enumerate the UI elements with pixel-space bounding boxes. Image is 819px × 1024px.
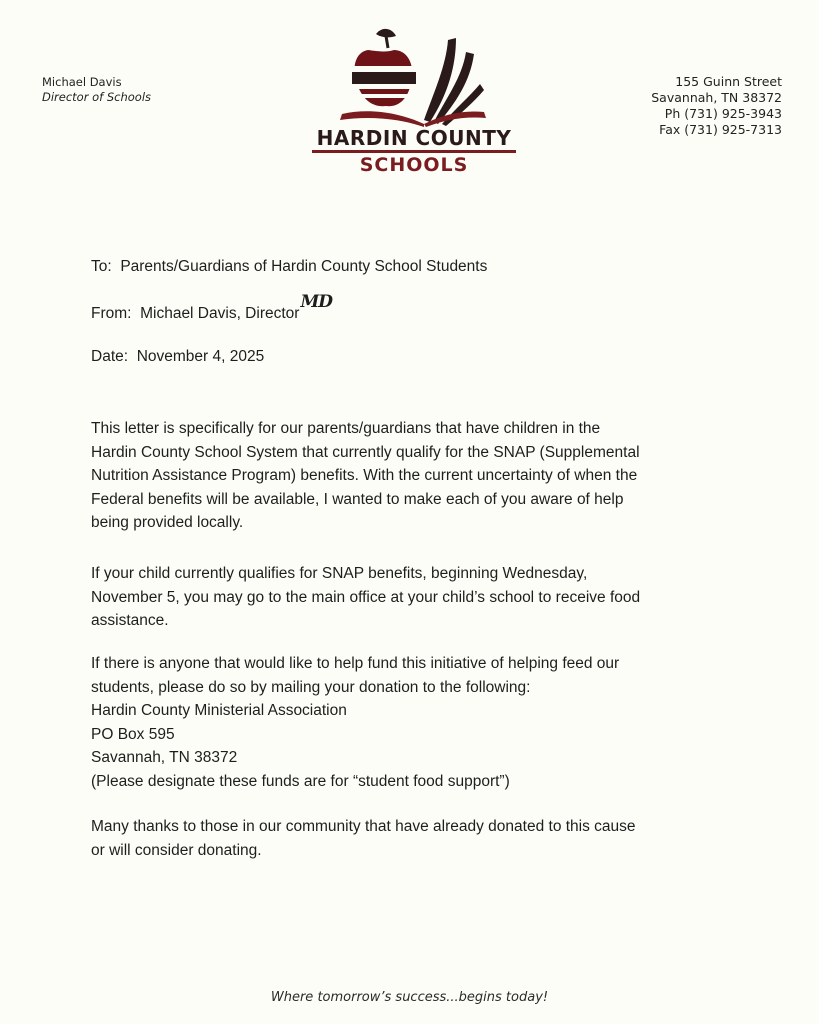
memo-date-value: November 4, 2025 [136,348,265,365]
address-city: Savannah, TN 38372 [651,90,782,105]
text-line: If your child currently qualifies for SNAP benefits, beginning Wednesday, [91,565,588,582]
apple-book-icon [338,22,488,127]
address-street: 155 Guinn Street [675,74,782,89]
text-line: November 5, you may go to the main office at your child’s school to receive food [91,588,641,606]
memo-to-label: To: [91,258,112,275]
donation-po-box: PO Box 595 [91,725,175,743]
text-line: Hardin County School System that currently qualify for the SNAP (Supplemental [91,443,640,461]
memo-date [91,348,264,366]
memo-from [91,292,333,323]
memo-from-value: Michael Davis, Director [140,305,300,322]
sender-block [42,75,151,105]
memo-to-value: Parents/Guardians of Hardin County School Students [120,258,488,275]
sender-name: Michael Davis [42,75,122,89]
text-line: Many thanks to those in our community that have already donated to this cause [91,818,636,835]
memo-to [91,258,487,276]
paragraph-donation [91,652,751,793]
text-line: being provided locally. [91,514,244,531]
donation-city: Savannah, TN 38372 [91,749,238,766]
school-logo [306,14,522,174]
donation-note: (Please designate these funds are for “student food support”) [91,772,510,790]
text-line: Nutrition Assistance Program) benefits. With the current uncertainty of when the [91,467,638,484]
address-block [651,74,782,138]
memo-date-label: Date: [91,348,129,365]
logo-subtitle: SCHOOLS [359,154,469,176]
text-line: or will consider donating. [91,841,262,859]
logo-title: HARDIN COUNTY [316,126,512,150]
paragraph-thanks [91,815,751,862]
address-fax: Fax (731) 925-7313 [659,122,782,137]
paragraph-intro [91,417,751,535]
address-phone: Ph (731) 925-3943 [664,106,782,121]
footer-tagline: Where tomorrow’s success...begins today! [270,990,549,1005]
signature-initials: MD [300,292,333,312]
text-line: students, please do so by mailing your donation to the following: [91,678,531,696]
donation-recipient: Hardin County Ministerial Association [91,702,347,719]
text-line: This letter is specifically for our parents/guardians that have children in the [91,420,601,437]
sender-title: Director of Schools [42,90,152,104]
logo-divider [312,150,516,153]
memo-from-label: From: [91,305,132,322]
paragraph-assistance [91,562,751,633]
text-line: If there is anyone that would like to help fund this initiative of helping feed our [91,655,620,672]
text-line: assistance. [91,612,169,629]
text-line: Federal benefits will be available, I wanted to make each of you aware of help [91,490,624,508]
